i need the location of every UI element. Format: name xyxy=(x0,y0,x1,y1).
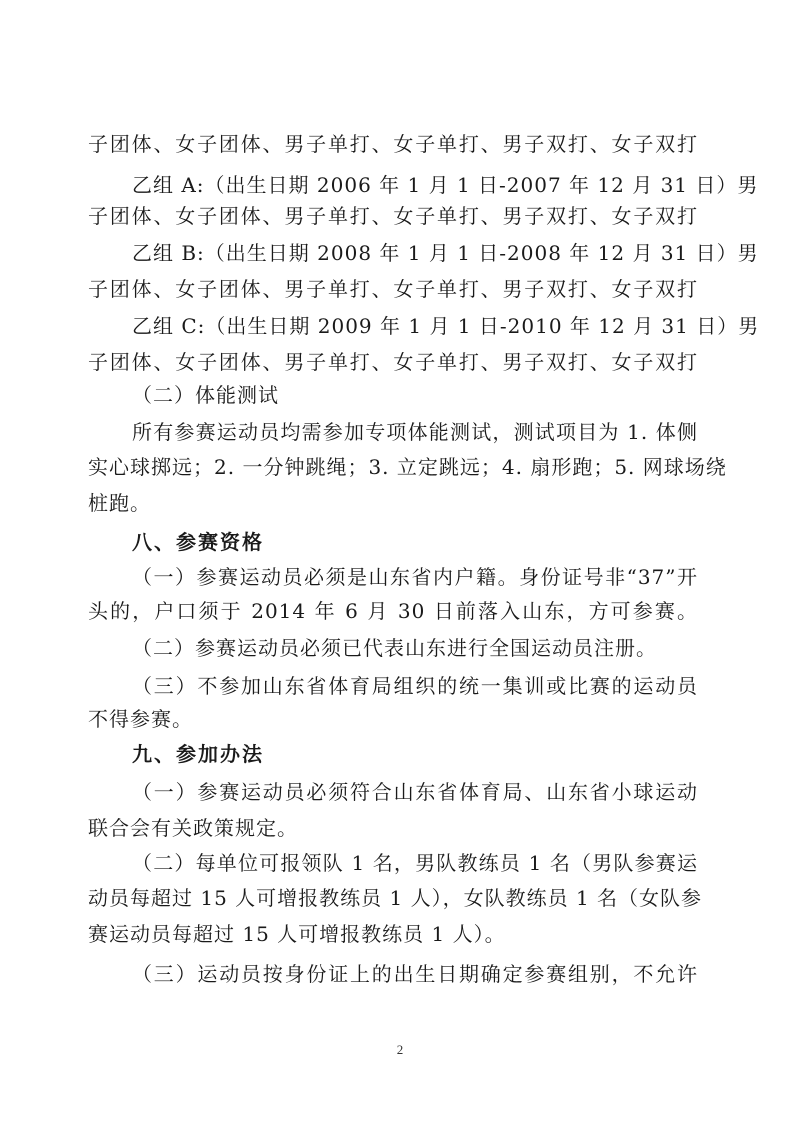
section-heading-eligibility: 八、参赛资格 xyxy=(132,530,264,554)
text-line-21: （二）每单位可报领队 1 名，男队教练员 1 名（男队参赛运 xyxy=(132,851,698,875)
section-heading-participation: 九、参加办法 xyxy=(132,742,264,766)
section-subheading-fitness-test: （二）体能测试 xyxy=(132,383,279,407)
text-line-19: （一）参赛运动员必须符合山东省体育局、山东省小球运动 xyxy=(132,780,698,804)
text-line-3: 子团体、女子团体、男子单打、女子单打、男子双打、女子双打 xyxy=(88,204,698,228)
text-line-11: 桩跑。 xyxy=(88,491,151,515)
text-line-10: 实心球掷远；2. 一分钟跳绳；3. 立定跳远；4. 扇形跑；5. 网球场绕 xyxy=(88,455,727,479)
text-line-15: （二）参赛运动员必须已代表山东进行全国运动员注册。 xyxy=(132,636,657,660)
text-line-6: 乙组 C:（出生日期 2009 年 1 月 1 日-2010 年 12 月 31 日）男 xyxy=(132,314,760,338)
text-line-1: 子团体、女子团体、男子单打、女子单打、男子双打、女子双打 xyxy=(88,132,698,156)
text-line-9: 所有参赛运动员均需参加专项体能测试，测试项目为 1. 体侧 xyxy=(132,420,698,444)
text-line-22: 动员每超过 15 人可增报教练员 1 人），女队教练员 1 名（女队参 xyxy=(88,886,703,910)
text-line-20: 联合会有关政策规定。 xyxy=(88,816,298,840)
text-line-17: 不得参赛。 xyxy=(88,707,193,731)
text-line-4: 乙组 B:（出生日期 2008 年 1 月 1 日-2008 年 12 月 31 日）男 xyxy=(132,241,759,265)
text-line-23: 赛运动员每超过 15 人可增报教练员 1 人）。 xyxy=(88,922,506,946)
text-line-2: 乙组 A:（出生日期 2006 年 1 月 1 日-2007 年 12 月 31 日）男 xyxy=(132,173,759,197)
text-line-16: （三）不参加山东省体育局组织的统一集训或比赛的运动员 xyxy=(132,674,698,698)
text-line-24: （三）运动员按身份证上的出生日期确定参赛组别，不允许 xyxy=(132,962,698,986)
text-line-14: 头的，户口须于 2014 年 6 月 30 日前落入山东，方可参赛。 xyxy=(88,599,698,623)
text-line-13: （一）参赛运动员必须是山东省内户籍。身份证号非“37”开 xyxy=(132,565,698,589)
text-line-5: 子团体、女子团体、男子单打、女子单打、男子双打、女子双打 xyxy=(88,277,698,301)
text-line-7: 子团体、女子团体、男子单打、女子单打、男子双打、女子双打 xyxy=(88,350,698,374)
page-number: 2 xyxy=(396,1042,404,1057)
